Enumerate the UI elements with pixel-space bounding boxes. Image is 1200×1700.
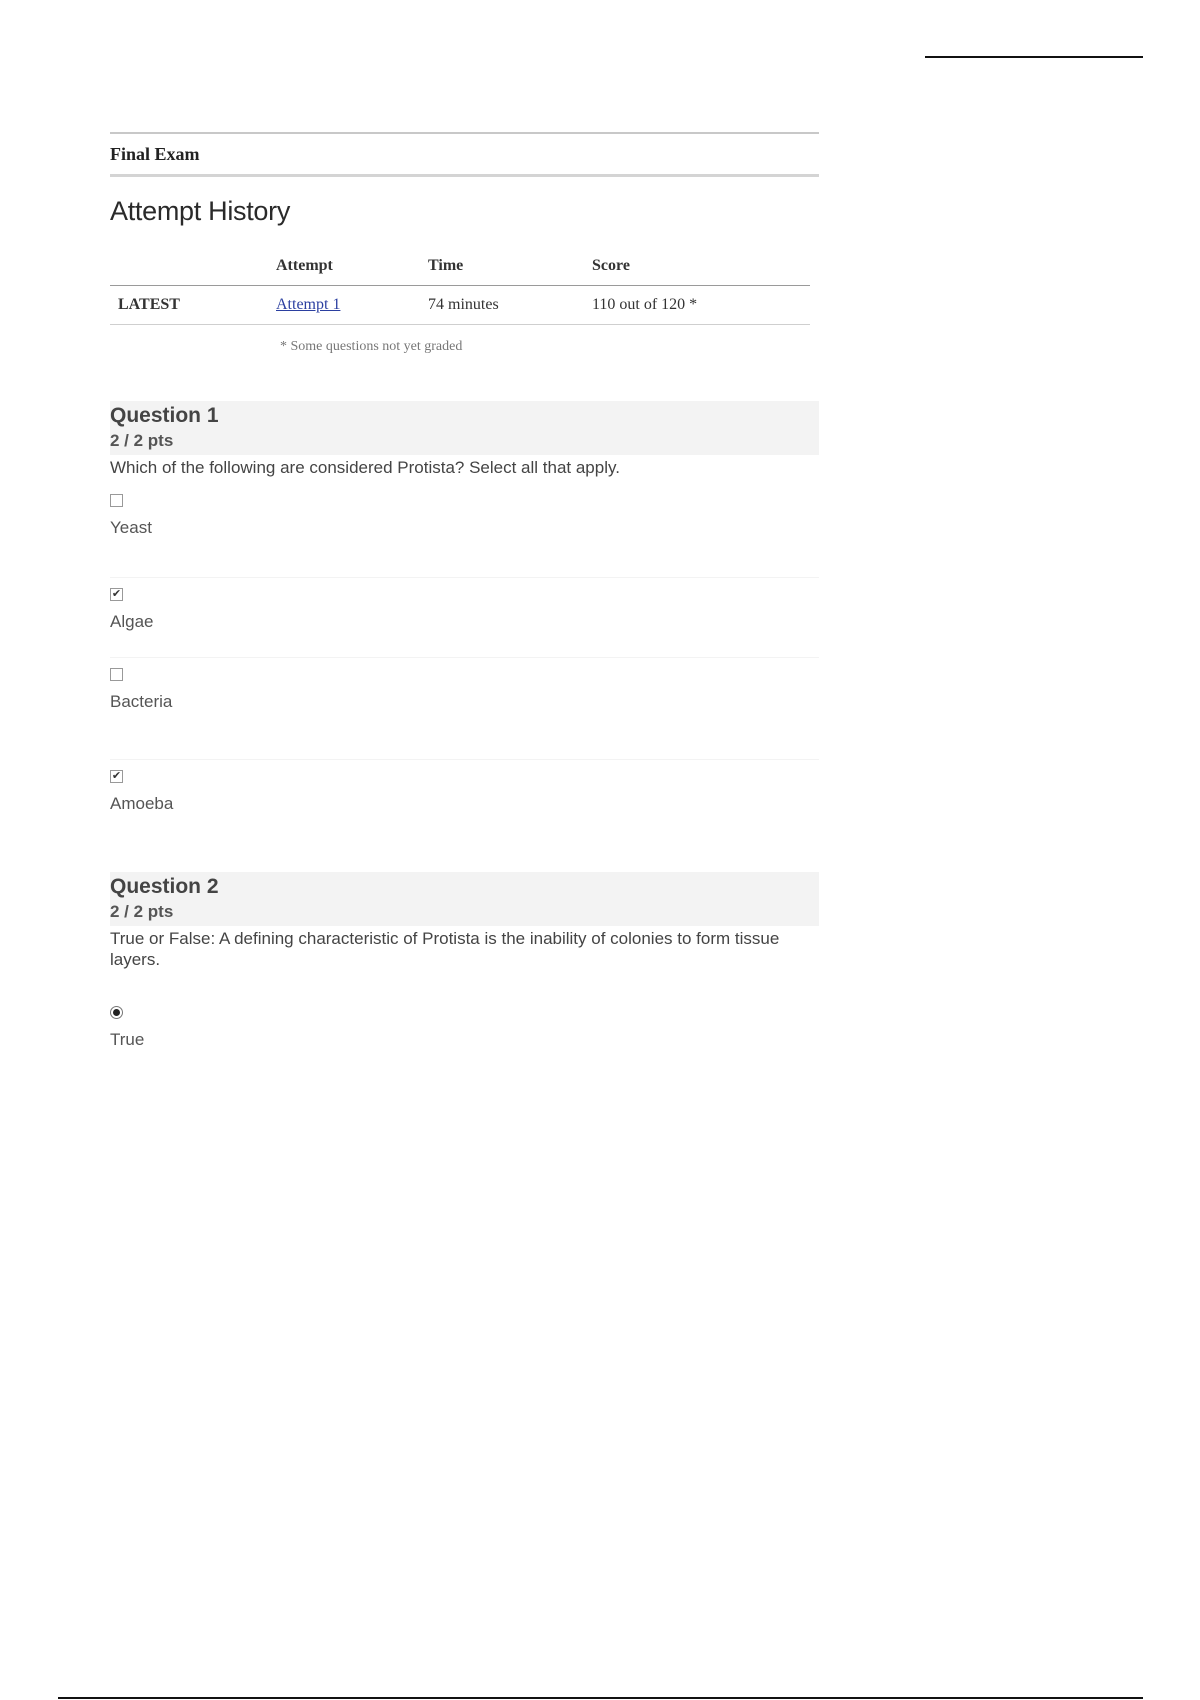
answer-label: Algae [110, 612, 154, 631]
answer-option-yeast [110, 484, 819, 577]
answer-label: Yeast [110, 518, 152, 537]
question-points: 2 / 2 pts [110, 431, 174, 450]
attempt-time: 74 minutes [428, 286, 592, 325]
answer-checkbox[interactable] [110, 588, 123, 601]
question-text: Which of the following are considered Protista? Select all that apply. [110, 458, 620, 477]
answer-label: True [110, 1030, 145, 1049]
column-header-status [110, 247, 276, 286]
attempt-history-table [110, 247, 810, 325]
attempt-score: 110 out of 120 * [592, 286, 810, 325]
column-header-time: Time [428, 247, 592, 286]
question-2 [110, 872, 819, 1051]
checkmark-icon: ✔ [111, 770, 122, 782]
answer-option-algae [110, 577, 819, 657]
table-row [110, 286, 810, 325]
column-header-score: Score [592, 247, 810, 286]
header-rule [925, 56, 1143, 58]
radio-selected-dot [113, 1009, 120, 1016]
question-text: True or False: A defining characteristic of Protista is the inability of colonies to form tissue layers. [110, 929, 780, 969]
table-header-row [110, 247, 810, 286]
footer-rule [58, 1697, 1143, 1699]
question-header [110, 401, 819, 455]
answer-checkbox[interactable] [110, 668, 123, 681]
answer-option-bacteria [110, 657, 819, 759]
question-title: Question 1 [110, 404, 219, 427]
column-header-attempt: Attempt [276, 247, 428, 286]
quiz-content [110, 132, 819, 1051]
answer-checkbox[interactable] [110, 770, 123, 783]
question-1 [110, 401, 819, 818]
attempt-status: LATEST [110, 286, 276, 325]
answer-checkbox[interactable] [110, 494, 123, 507]
answer-option-amoeba [110, 759, 819, 818]
checkmark-icon: ✔ [111, 588, 122, 600]
question-title: Question 2 [110, 875, 219, 898]
answer-label: Amoeba [110, 794, 174, 813]
attempt-link[interactable]: Attempt 1 [276, 296, 341, 313]
attempt-history-heading: Attempt History [110, 196, 291, 226]
attempt-cell [276, 286, 428, 325]
answer-radio[interactable] [110, 1006, 123, 1019]
question-points: 2 / 2 pts [110, 902, 174, 921]
grading-note: * Some questions not yet graded [280, 339, 463, 354]
answer-label: Bacteria [110, 692, 173, 711]
exam-title: Final Exam [110, 143, 200, 164]
question-header [110, 872, 819, 926]
answer-option-true [110, 996, 819, 1051]
exam-title-bar [110, 132, 819, 177]
